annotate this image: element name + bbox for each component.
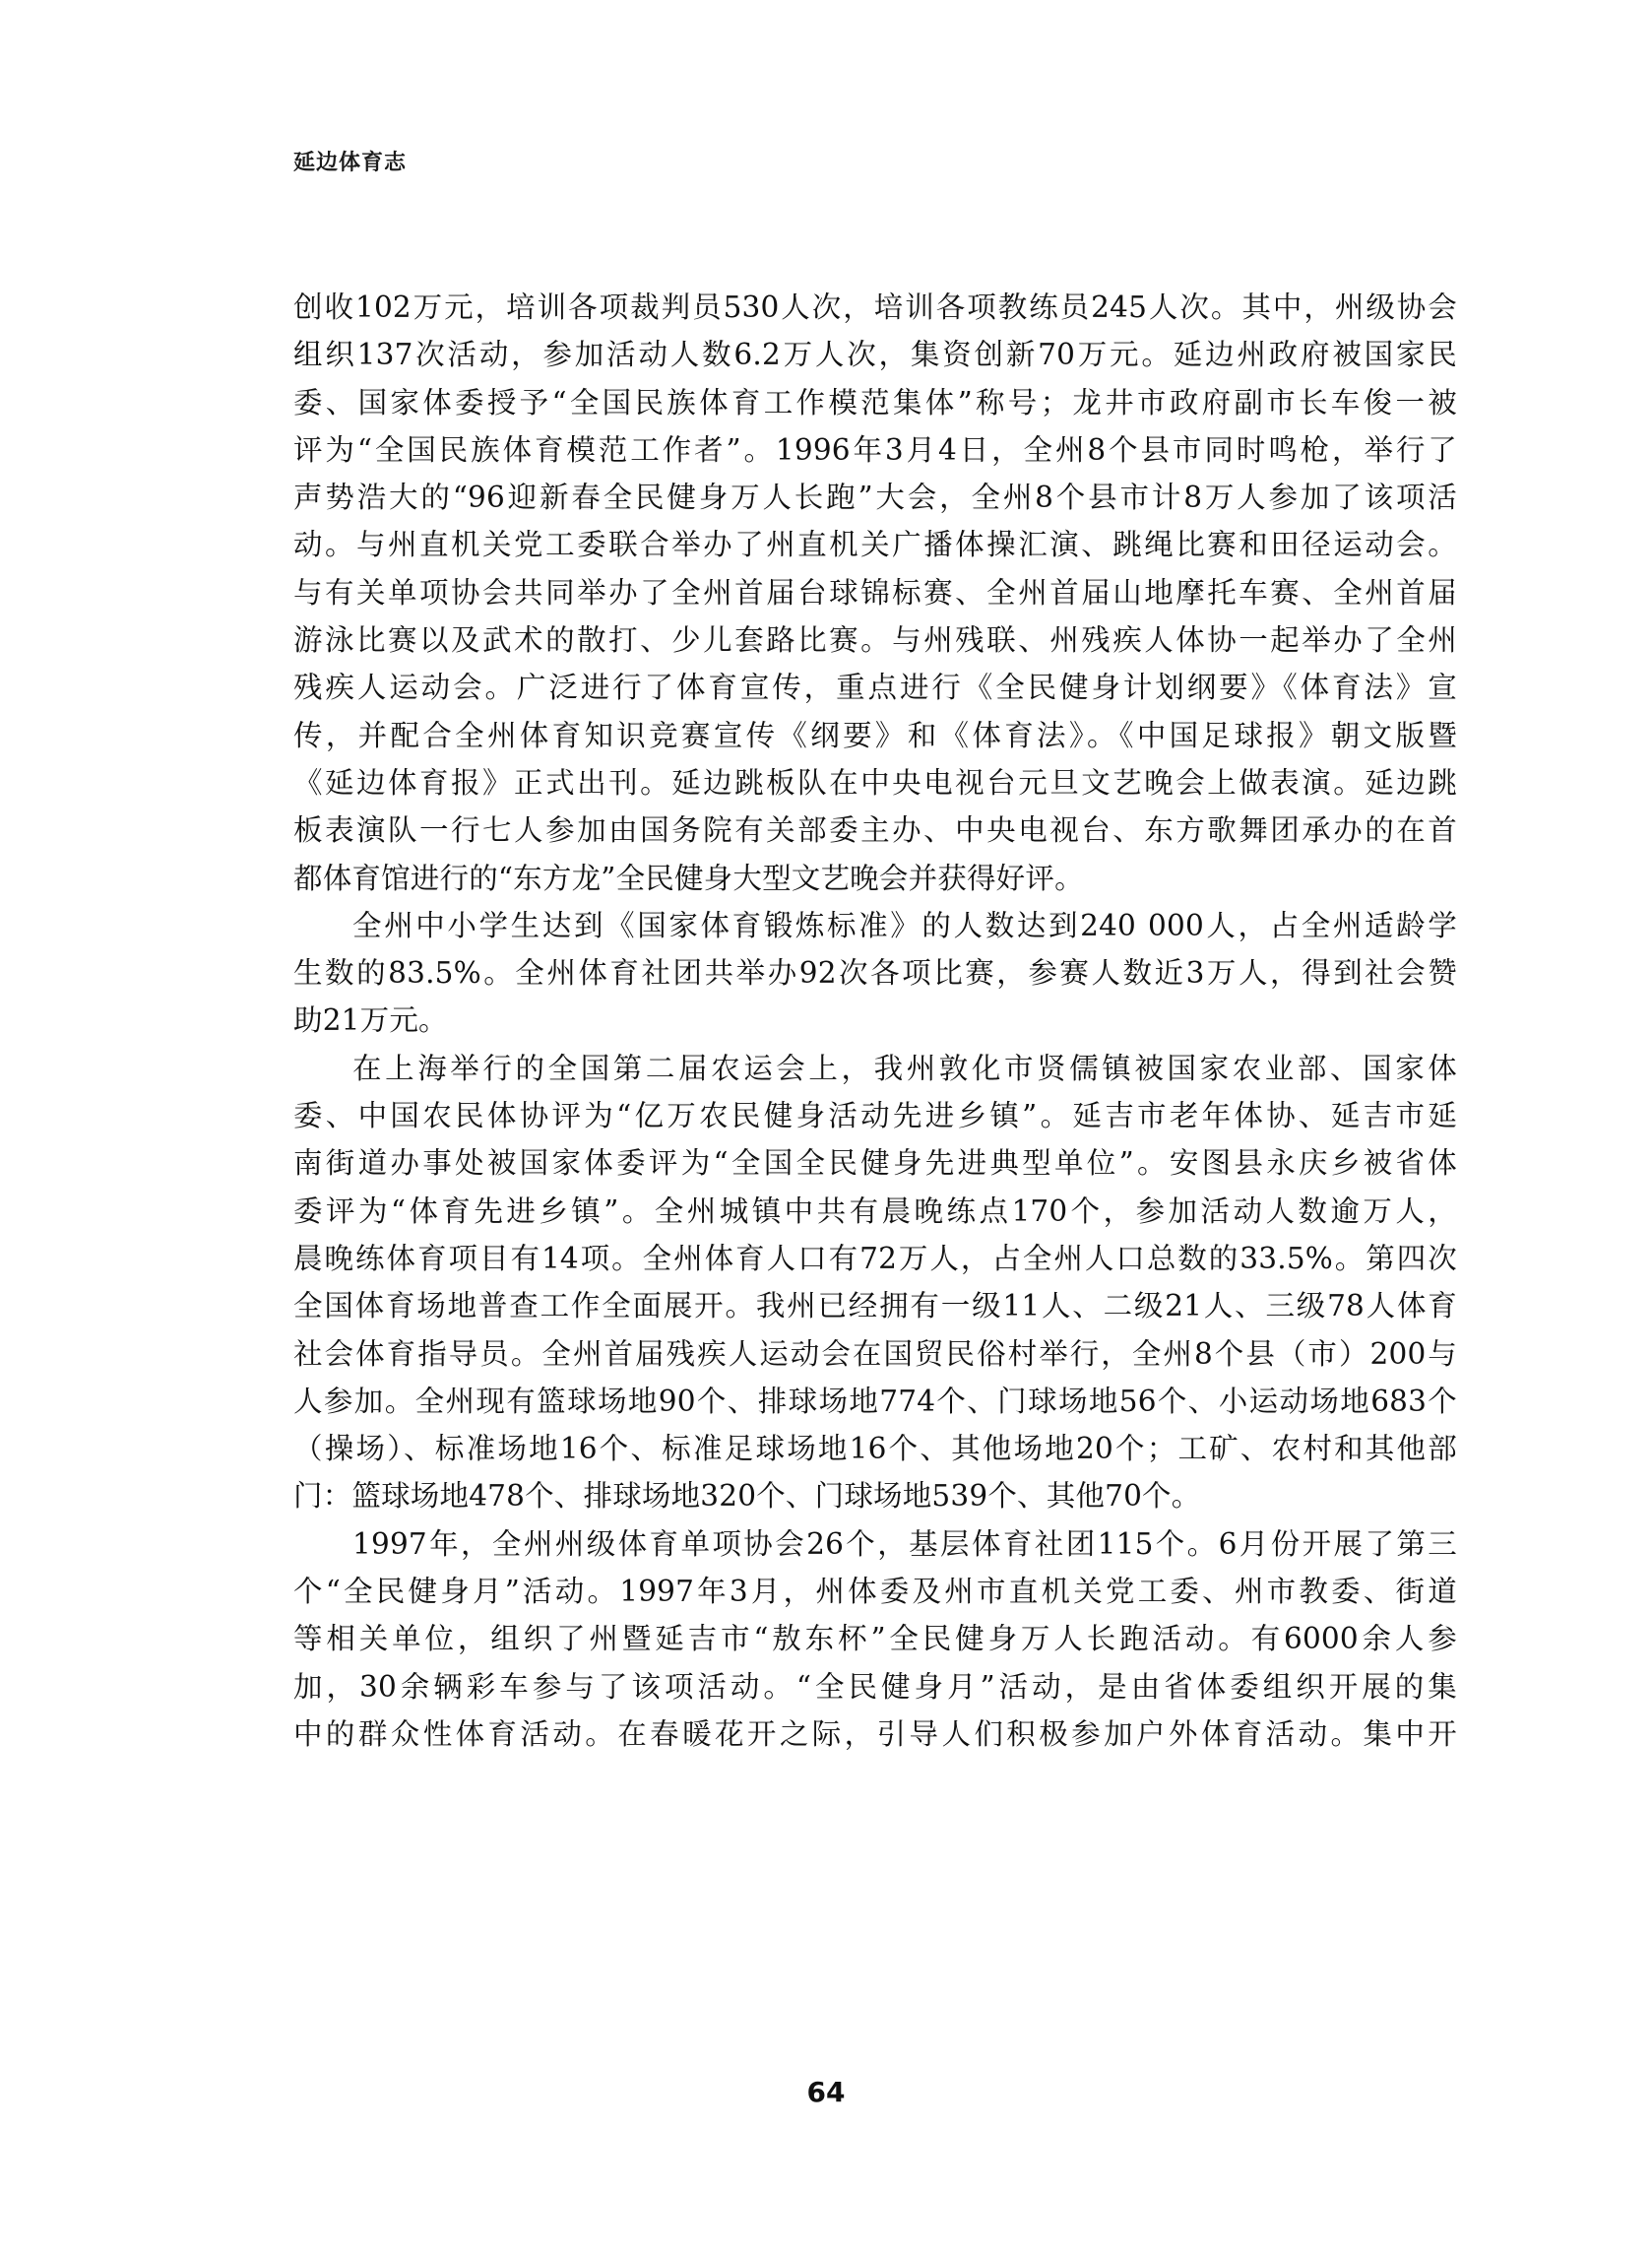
text-line: 1997年，全州州级体育单项协会26个，基层体育社团115个。6月份开展了第三 bbox=[352, 1526, 1457, 1561]
text-line: 晨晚练体育项目有14项。全州体育人口有72万人，占全州人口总数的33.5%。第四次 bbox=[293, 1241, 1457, 1275]
text-line: 评为“全国民族体育模范工作者”。1996年3月4日，全州8个县市同时鸣枪，举行了 bbox=[293, 432, 1457, 467]
text-line: 南街道办事处被国家体委评为“全国全民健身先进典型单位”。安图县永庆乡被省体 bbox=[293, 1146, 1457, 1181]
text-line: 门：篮球场地478个、排球场地320个、门球场地539个、其他70个。 bbox=[293, 1479, 1201, 1514]
text-line: 生数的83.5%。全州体育社团共举办92次各项比赛，参赛人数近3万人，得到社会赞 bbox=[293, 956, 1457, 991]
text-line: 传，并配合全州体育知识竞赛宣传《纲要》和《体育法》。《中国足球报》朝文版暨 bbox=[293, 718, 1457, 752]
text-line: 委、中国农民体协评为“亿万农民健身活动先进乡镇”。延吉市老年体协、延吉市延 bbox=[293, 1099, 1457, 1133]
body-text bbox=[293, 284, 1457, 1758]
text-line: 游泳比赛以及武术的散打、少儿套路比赛。与州残联、州残疾人体协一起举办了全州 bbox=[293, 623, 1457, 658]
text-line: 全国体育场地普查工作全面展开。我州已经拥有一级11人、二级21人、三级78人体育 bbox=[293, 1289, 1457, 1323]
text-line: 全州中小学生达到《国家体育锻炼标准》的人数达到240 000人，占全州适龄学 bbox=[352, 908, 1457, 942]
page-number: 64 bbox=[806, 2076, 846, 2108]
text-line: 创收102万元，培训各项裁判员530人次，培训各项教练员245人次。其中，州级协会 bbox=[293, 290, 1457, 324]
text-line: 加，30余辆彩车参与了该项活动。“全民健身月”活动，是由省体委组织开展的集 bbox=[293, 1669, 1457, 1704]
text-line: 社会体育指导员。全州首届残疾人运动会在国贸民俗村举行，全州8个县（市）200与 bbox=[293, 1336, 1457, 1371]
text-line: 在上海举行的全国第二届农运会上，我州敦化市贤儒镇被国家农业部、国家体 bbox=[352, 1051, 1457, 1085]
text-line: 个“全民健身月”活动。1997年3月，州体委及州市直机关党工委、州市教委、街道 bbox=[293, 1575, 1457, 1609]
text-line: 《延边体育报》正式出刊。延边跳板队在中央电视台元旦文艺晚会上做表演。延边跳 bbox=[293, 765, 1457, 800]
paragraph bbox=[293, 1520, 1457, 1758]
text-line: （操场）、标准场地16个、标准足球场地16个、其他场地20个；工矿、农村和其他部 bbox=[293, 1432, 1457, 1466]
text-line: 助21万元。 bbox=[293, 1003, 448, 1038]
text-line: 中的群众性体育活动。在春暖花开之际，引导人们积极参加户外体育活动。集中开 bbox=[293, 1716, 1457, 1751]
text-line: 等相关单位，组织了州暨延吉市“敖东杯”全民健身万人长跑活动。有6000余人参 bbox=[293, 1622, 1457, 1656]
text-line: 人参加。全州现有篮球场地90个、排球场地774个、门球场地56个、小运动场地683个 bbox=[293, 1384, 1457, 1418]
paragraph bbox=[293, 902, 1457, 1045]
text-line: 与有关单项协会共同举办了全州首届台球锦标赛、全州首届山地摩托车赛、全州首届 bbox=[293, 575, 1457, 610]
paragraph bbox=[293, 1045, 1457, 1520]
text-line: 板表演队一行七人参加由国务院有关部委主办、中央电视台、东方歌舞团承办的在首 bbox=[293, 813, 1457, 848]
text-line: 都体育馆进行的“东方龙”全民健身大型文艺晚会并获得好评。 bbox=[293, 861, 1084, 895]
text-line: 委评为“体育先进乡镇”。全州城镇中共有晨晚练点170个，参加活动人数逾万人， bbox=[293, 1193, 1457, 1228]
text-line: 委、国家体委授予“全国民族体育工作模范集体”称号；龙井市政府副市长车俊一被 bbox=[293, 385, 1457, 419]
text-line: 动。与州直机关党工委联合举办了州直机关广播体操汇演、跳绳比赛和田径运动会。 bbox=[293, 528, 1457, 562]
text-line: 声势浩大的“96迎新春全民健身万人长跑”大会，全州8个县市计8万人参加了该项活 bbox=[293, 481, 1457, 515]
running-header: 延边体育志 bbox=[293, 151, 408, 175]
paragraph bbox=[293, 284, 1457, 902]
text-line: 组织137次活动，参加活动人数6.2万人次，集资创新70万元。延边州政府被国家民 bbox=[293, 338, 1457, 372]
text-line: 残疾人运动会。广泛进行了体育宣传，重点进行《全民健身计划纲要》《体育法》宣 bbox=[293, 671, 1457, 705]
